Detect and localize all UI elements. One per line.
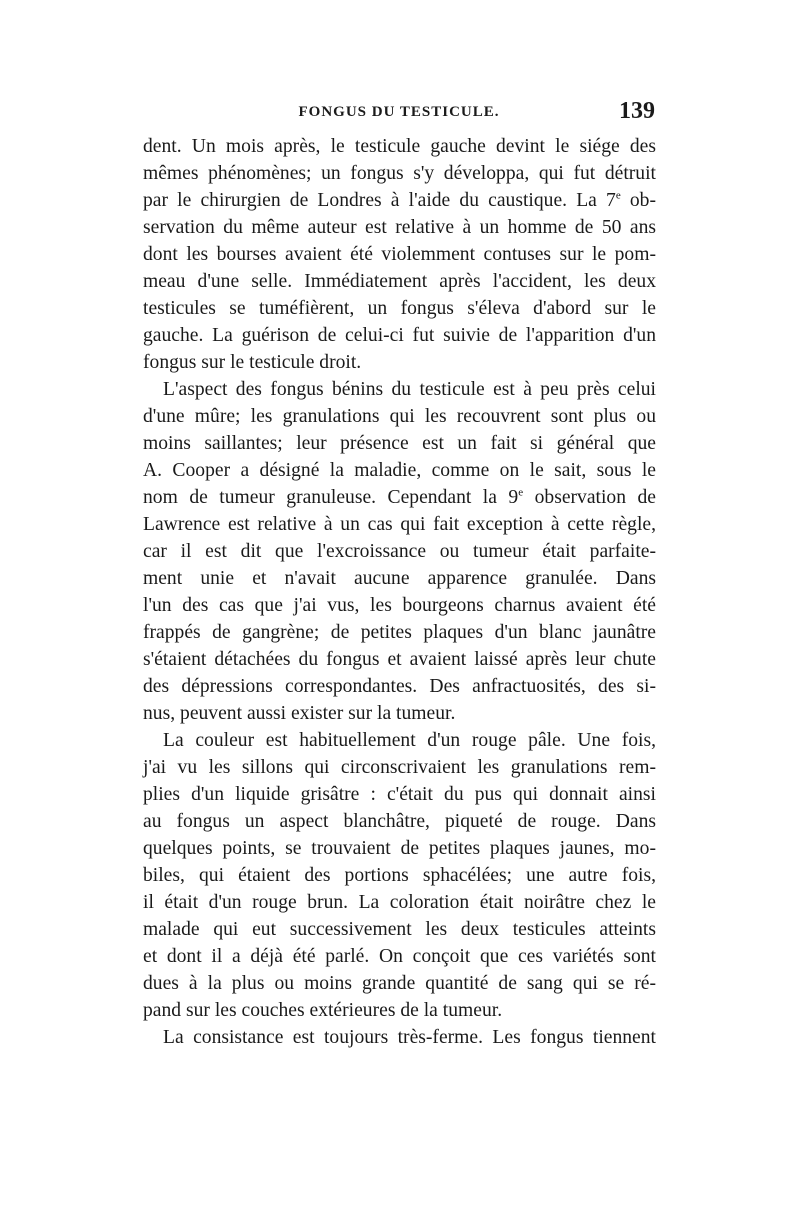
- text-line: [143, 727, 656, 754]
- text-line-content: et dont il a déjà été parlé. On conçoit que ces variétés sont: [143, 946, 656, 967]
- text-line-content: car il est dit que l'excroissance ou tumeur était parfaite-: [143, 541, 656, 562]
- text-line-content: s'étaient détachées du fongus et avaient laissé après leur chute: [143, 649, 656, 670]
- running-head: [143, 100, 655, 130]
- text-line: [143, 997, 656, 1024]
- superscript: e: [615, 189, 621, 202]
- text-line: [143, 1024, 656, 1051]
- text-line: [143, 565, 656, 592]
- text-line-content: biles, qui étaient des portions sphacélées; une autre fois,: [143, 865, 656, 886]
- text-line-content: frappés de gangrène; de petites plaques d'un blanc jaunâtre: [143, 622, 656, 643]
- text-line: [143, 268, 656, 295]
- text-line: [143, 781, 656, 808]
- text-line-content: testicules se tuméfièrent, un fongus s'éleva d'abord sur le: [143, 298, 656, 319]
- text-line-content: ment unie et n'avait aucune apparence granulée. Dans: [143, 568, 656, 589]
- text-line: [143, 457, 656, 484]
- text-line: [143, 700, 656, 727]
- text-line-content: dont les bourses avaient été violemment contuses sur le pom-: [143, 244, 656, 265]
- text-line-content: A. Cooper a désigné la maladie, comme on le sait, sous le: [143, 460, 656, 481]
- text-line-content: d'une mûre; les granulations qui les recouvrent sont plus ou: [143, 406, 656, 427]
- text-line: [143, 673, 656, 700]
- text-line: [143, 160, 656, 187]
- text-line: [143, 835, 656, 862]
- text-line: [143, 943, 656, 970]
- text-line: [143, 808, 656, 835]
- text-line: [143, 295, 656, 322]
- text-line-content: plies d'un liquide grisâtre : c'était du pus qui donnait ainsi: [143, 784, 656, 805]
- text-line: [143, 403, 656, 430]
- text-line-content: La couleur est habituellement d'un rouge pâle. Une fois,: [163, 730, 656, 751]
- text-line: [143, 592, 656, 619]
- text-line-content: dent. Un mois après, le testicule gauche devint le siége des: [143, 136, 656, 157]
- text-line: [143, 133, 656, 160]
- text-line: [143, 241, 656, 268]
- text-line: [143, 619, 656, 646]
- page-number: 139: [619, 98, 655, 124]
- text-line-continuation: observation de: [523, 487, 656, 508]
- text-line-content: servation du même auteur est relative à un homme de 50 ans: [143, 217, 656, 238]
- text-line-content: mêmes phénomènes; un fongus s'y développa, qui fut détruit: [143, 163, 656, 184]
- text-line: [143, 970, 656, 997]
- text-line-content: pand sur les couches extérieures de la tumeur.: [143, 1000, 503, 1021]
- text-line-content: gauche. La guérison de celui-ci fut suivie de l'apparition d'un: [143, 325, 656, 346]
- text-line-content: fongus sur le testicule droit.: [143, 352, 362, 373]
- text-line-content: des dépressions correspondantes. Des anfractuosités, des si-: [143, 676, 656, 697]
- text-line: [143, 187, 656, 214]
- text-line-continuation: ob-: [620, 190, 656, 211]
- text-line: [143, 889, 656, 916]
- text-line: [143, 349, 656, 376]
- text-line-content: j'ai vu les sillons qui circonscrivaient les granulations rem-: [143, 757, 656, 778]
- text-line: [143, 754, 656, 781]
- text-line: [143, 862, 656, 889]
- text-line: [143, 376, 656, 403]
- text-line: [143, 214, 656, 241]
- superscript: e: [518, 486, 524, 499]
- running-title: FONGUS DU TESTICULE.: [298, 104, 500, 120]
- text-line-content: Lawrence est relative à un cas qui fait exception à cette règle,: [143, 514, 656, 535]
- text-line-content: meau d'une selle. Immédiatement après l'accident, les deux: [143, 271, 656, 292]
- text-line: [143, 538, 656, 565]
- text-line-content: nom de tumeur granuleuse. Cependant la 9: [143, 487, 519, 508]
- text-line-content: quelques points, se trouvaient de petites plaques jaunes, mo-: [143, 838, 656, 859]
- text-line-content: nus, peuvent aussi exister sur la tumeur.: [143, 703, 456, 724]
- text-line-content: dues à la plus ou moins grande quantité de sang qui se ré-: [143, 973, 656, 994]
- text-line-content: moins saillantes; leur présence est un fait si général que: [143, 433, 656, 454]
- text-line: [143, 484, 656, 511]
- text-line-content: malade qui eut successivement les deux testicules atteints: [143, 919, 656, 940]
- text-line-content: il était d'un rouge brun. La coloration était noirâtre chez le: [143, 892, 656, 913]
- text-line-content: par le chirurgien de Londres à l'aide du caustique. La 7: [143, 190, 616, 211]
- text-line-content: au fongus un aspect blanchâtre, piqueté de rouge. Dans: [143, 811, 656, 832]
- text-line: [143, 646, 656, 673]
- text-line: [143, 511, 656, 538]
- text-line-content: L'aspect des fongus bénins du testicule est à peu près celui: [163, 379, 656, 400]
- text-line: [143, 916, 656, 943]
- text-line: [143, 322, 656, 349]
- text-line: [143, 430, 656, 457]
- text-line-content: La consistance est toujours très-ferme. Les fongus tiennent: [163, 1027, 656, 1048]
- text-line-content: l'un des cas que j'ai vus, les bourgeons charnus avaient été: [143, 595, 656, 616]
- body-text: [143, 133, 656, 1051]
